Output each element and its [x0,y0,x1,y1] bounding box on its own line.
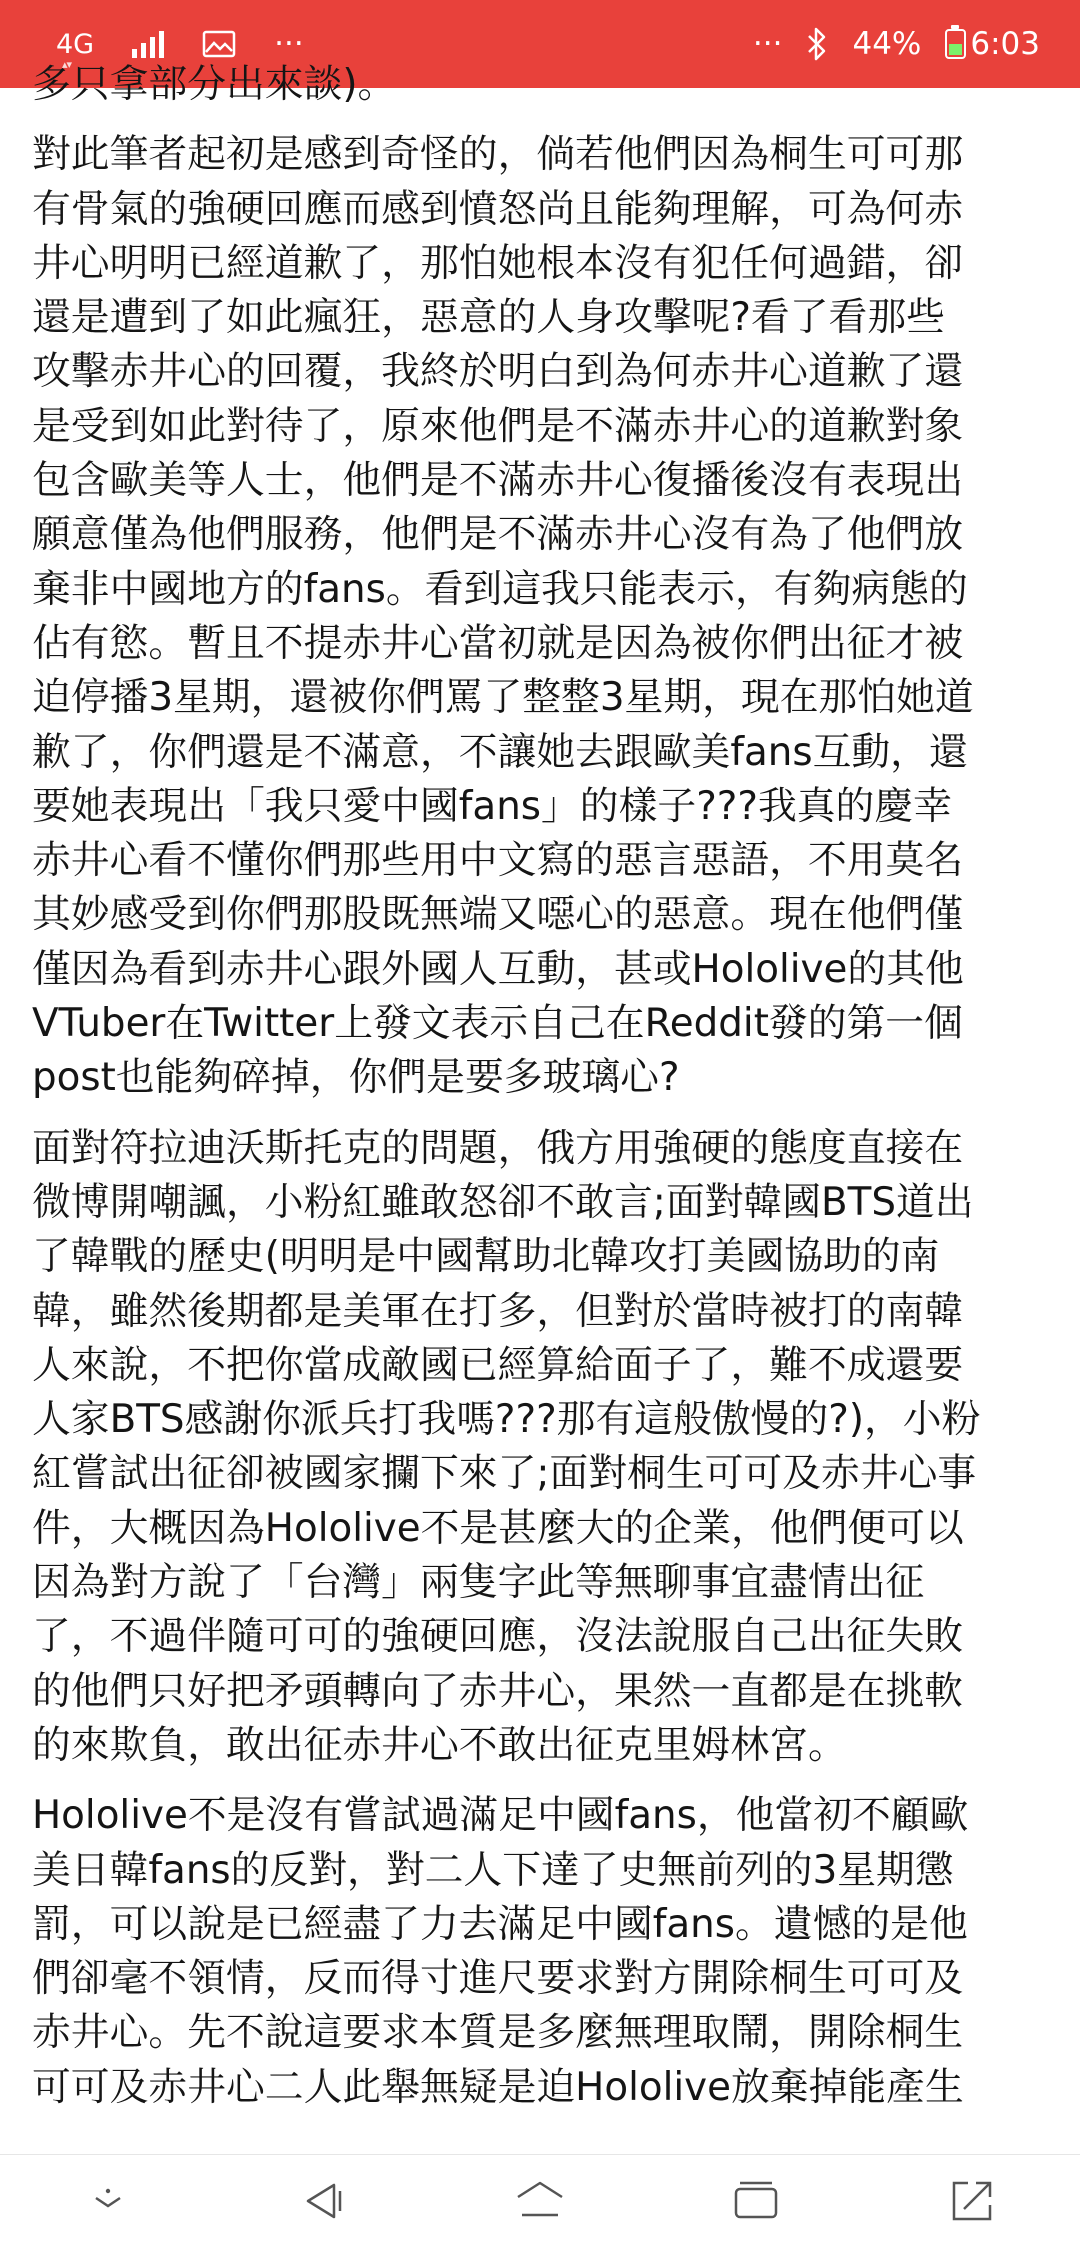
battery-icon [945,29,966,59]
article-paragraph: 多只拿部分出來談)。 [32,62,397,107]
article-paragraph: 面對符拉迪沃斯托克的問題，俄方用強硬的態度直接在 微博開嘲諷，小粉紅雖敢怒卻不敢言;面對韓國BTS道出 了韓戰的歷史(明明是中國幫助北韓攻打美國協助的南 韓，雖然後期都是美軍在打多，但對於當時被打的南韓 人來說，不把你當成敵國已經算給面子了，難不成還要 人家BTS感謝你派兵打我嗎???那有這般傲慢的?)，小粉 紅嘗試出征卻被國家攔下來了;面對桐生可可及赤井心事 件，大概因為Hololive不是甚麼大的企業，他們便可以 因為對方說了「台灣」兩隻字此等無聊事宜盡情出征 了，不過伴隨可可的強硬回應，沒法說服自己出征失敗 的他們只好把矛頭轉向了赤井心，果然一直都是在挑軟 的來欺負，敢出征赤井心不敢出征克里姆林宮。 [32,1125,981,1768]
expand-arrow-icon [942,2171,1002,2231]
more-status-icon: ··· [752,26,783,62]
bluetooth-icon [806,27,828,61]
recents-icon [726,2171,786,2231]
gallery-icon [202,30,236,58]
network-type-icon: 4G ▴▾ [56,31,94,58]
article-body [32,58,1052,2131]
signal-icon [132,30,164,58]
battery-percent: 44% [852,26,922,62]
hide-navbar-button[interactable] [68,2161,148,2241]
back-triangle-icon [294,2171,354,2231]
pop-out-button[interactable] [932,2161,1012,2241]
back-button[interactable] [284,2161,364,2241]
article-paragraph: Hololive不是沒有嘗試過滿足中國fans，他當初不顧歐 美日韓fans的反對，對二人下達了史無前列的3星期懲 罰，可以說是已經盡了力去滿足中國fans。遺憾的是他 們卻毫不領情，反而得寸進尺要求對方開除桐生可可及 赤井心。先不說這要求本質是多麼無理取鬧，開除桐生 可可及赤井心二人此舉無疑是迫Hololive放棄掉能產生 [32,1793,969,2110]
chevron-down-icon [78,2171,138,2231]
article-viewport[interactable] [0,62,1080,2154]
navigation-bar [0,2154,1080,2247]
status-bar-right [729,26,1040,62]
home-button[interactable] [500,2161,580,2241]
article-paragraph: 對此筆者起初是感到奇怪的，倘若他們因為桐生可可那 有骨氣的強硬回應而感到憤怒尚且能夠理解，可為何赤 井心明明已經道歉了，那怕她根本沒有犯任何過錯，卻 還是遭到了如此瘋狂，惡意的人身攻擊呢?看了看那些 攻擊赤井心的回覆，我終於明白到為何赤井心道歉了還 是受到如此對待了，原來他們是不滿赤井心的道歉對象 包含歐美等人士，他們是不滿赤井心復播後沒有表現出 願意僅為他們服務，他們是不滿赤井心沒有為了他們放 棄非中國地方的fans。看到這我只能表示，有夠病態的 佔有慾。暫且不提赤井心當初就是因為被你們出征才被 迫停播3星期，還被你們罵了整整3星期，現在那怕她道 歉了，你們還是不滿意，不讓她去跟歐美fans互動，還 要她表現出「我只愛中國fans」的樣子???我真的慶幸 赤井心看不懂你們那些用中文寫的惡言惡語，不用莫名 其妙感受到你們那股既無端又噁心的惡意。現在他們僅 僅因為看到赤井心跟外國人互動，甚或Hololive的其他 VTuber在Twitter上發文表示自己在Reddit發的第一個 post也能夠碎掉，你們是要多玻璃心? [32,132,974,1101]
home-icon [510,2171,570,2231]
clock: 6:03 [970,26,1040,62]
more-notifications-icon: ··· [274,26,304,62]
recents-button[interactable] [716,2161,796,2241]
status-bar-left [56,26,342,62]
